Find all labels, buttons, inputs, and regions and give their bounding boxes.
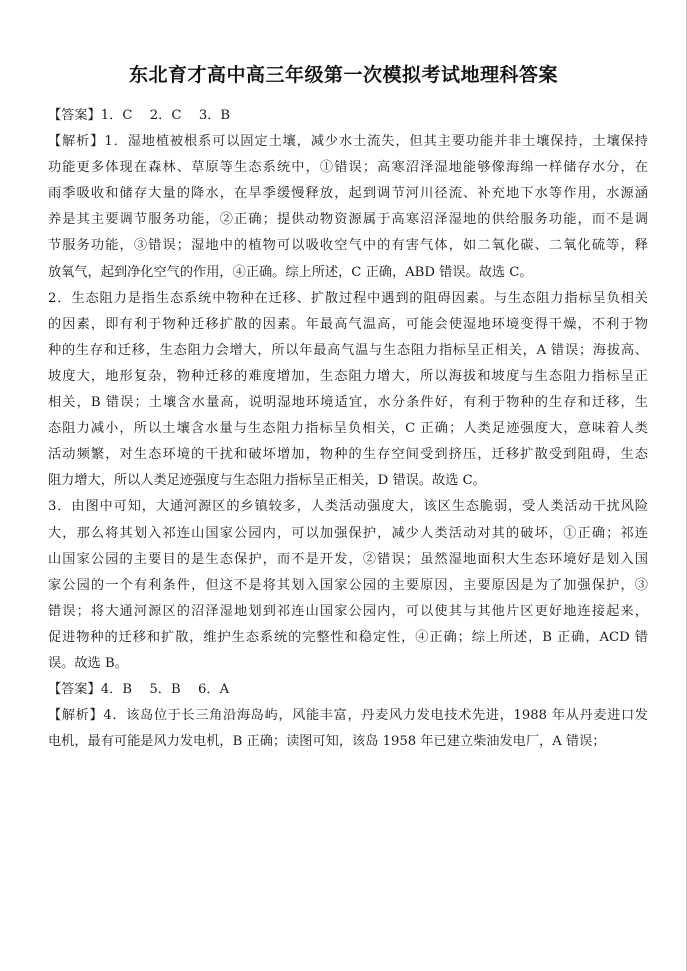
text-line: 误。故选 B。 [48,655,128,671]
text-line: 态阻力减小，所以土壤含水量与生态阻力指标呈负相关，C 正确；人类足迹强度大，意味着人类 [48,421,648,437]
answer-line: 【答案】1．C 2．C 3．B [48,108,231,123]
text-line: 电机，最有可能是风力发电机，B 正确；读图可知，该岛 1958 年已建立柴油发电厂，A 错误； [48,734,606,750]
text-line: 雨季吸收和储存大量的降水，在旱季缓慢释放，起到调节河川径流、补充地下水等作用，水源涵 [48,186,648,202]
text-line: 种的生存和迁移，生态阻力会增大，所以年最高气温与生态阻力指标呈正相关，A 错误；海拔高、 [48,342,648,358]
text-line: 山国家公园的主要目的是生态保护，而不是开发，②错误；虽然湿地面积大生态环境好是划入国 [48,551,648,567]
text-line: 【解析】4．该岛位于长三角沿海岛屿，风能丰富，丹麦风力发电技术先进，1988 年从丹麦进口发 [48,708,648,724]
text-line: 养是其主要调节服务功能，②正确；提供动物资源属于高寒沼泽湿地的供给服务功能，而不是调 [48,212,648,228]
document-body [48,103,648,755]
text-line: 的因素，即有利于物种迁移扩散的因素。年最高气温高，可能会使湿地环境变得干燥，不利于物 [48,316,648,332]
text-line: 2．生态阻力是指生态系统中物种在迁移、扩散过程中遇到的阻碍因素。与生态阻力指标呈负相关 [48,290,648,306]
text-line: 放氧气，起到净化空气的作用，④正确。综上所述，C 正确，ABD 错误。故选 C。 [48,264,533,280]
text-line: 促进物种的迁移和扩散，维护生态系统的完整性和稳定性，④正确；综上所述，B 正确，ACD 错 [48,629,648,645]
text-line: 坡度大，地形复杂，物种迁移的难度增加，生态阻力增大，所以海拔和坡度与生态阻力指标呈正 [48,368,648,384]
text-line: 活动频繁，对生态环境的干扰和破坏增加，物种的生存空间受到挤压，迁移扩散受到阻碍，生态 [48,447,648,463]
text-line: 大，那么将其划入祁连山国家公园内，可以加强保护，减少人类活动对其的破坏，①正确；祁连 [48,525,648,541]
text-line: 功能更多体现在森林、草原等生态系统中，①错误；高寒沼泽湿地能够像海绵一样储存水分，在 [48,160,648,176]
answer-line: 【答案】4．B 5．B 6．A [48,682,230,698]
text-line: 【解析】1．湿地植被根系可以固定土壤，减少水土流失，但其主要功能并非土壤保持，土壤保持 [48,134,648,150]
text-line: 家公园的一个有利条件，但这不是将其划入国家公园的主要原因，主要原因是为了加强保护，③ [48,577,648,593]
text-line: 错误；将大通河源区的沼泽湿地划到祁连山国家公园内，可以使其与其他片区更好地连接起来， [48,603,648,619]
text-line: 3．由图中可知，大通河源区的乡镇较多，人类活动强度大，该区生态脆弱，受人类活动干扰风险 [48,499,648,515]
document-title: 东北育才高中高三年级第一次模拟考试地理科答案 [128,64,558,86]
text-line: 节服务功能，③错误；湿地中的植物可以吸收空气中的有害气体，如二氧化碳、二氧化硫等，释 [48,238,648,254]
text-line: 相关，B 错误；土壤含水量高，说明湿地环境适宜，水分条件好，有利于物种的生存和迁移，生 [48,395,648,411]
text-line: 阻力增大，所以人类足迹强度与生态阻力指标呈正相关，D 错误。故选 C。 [48,473,486,489]
